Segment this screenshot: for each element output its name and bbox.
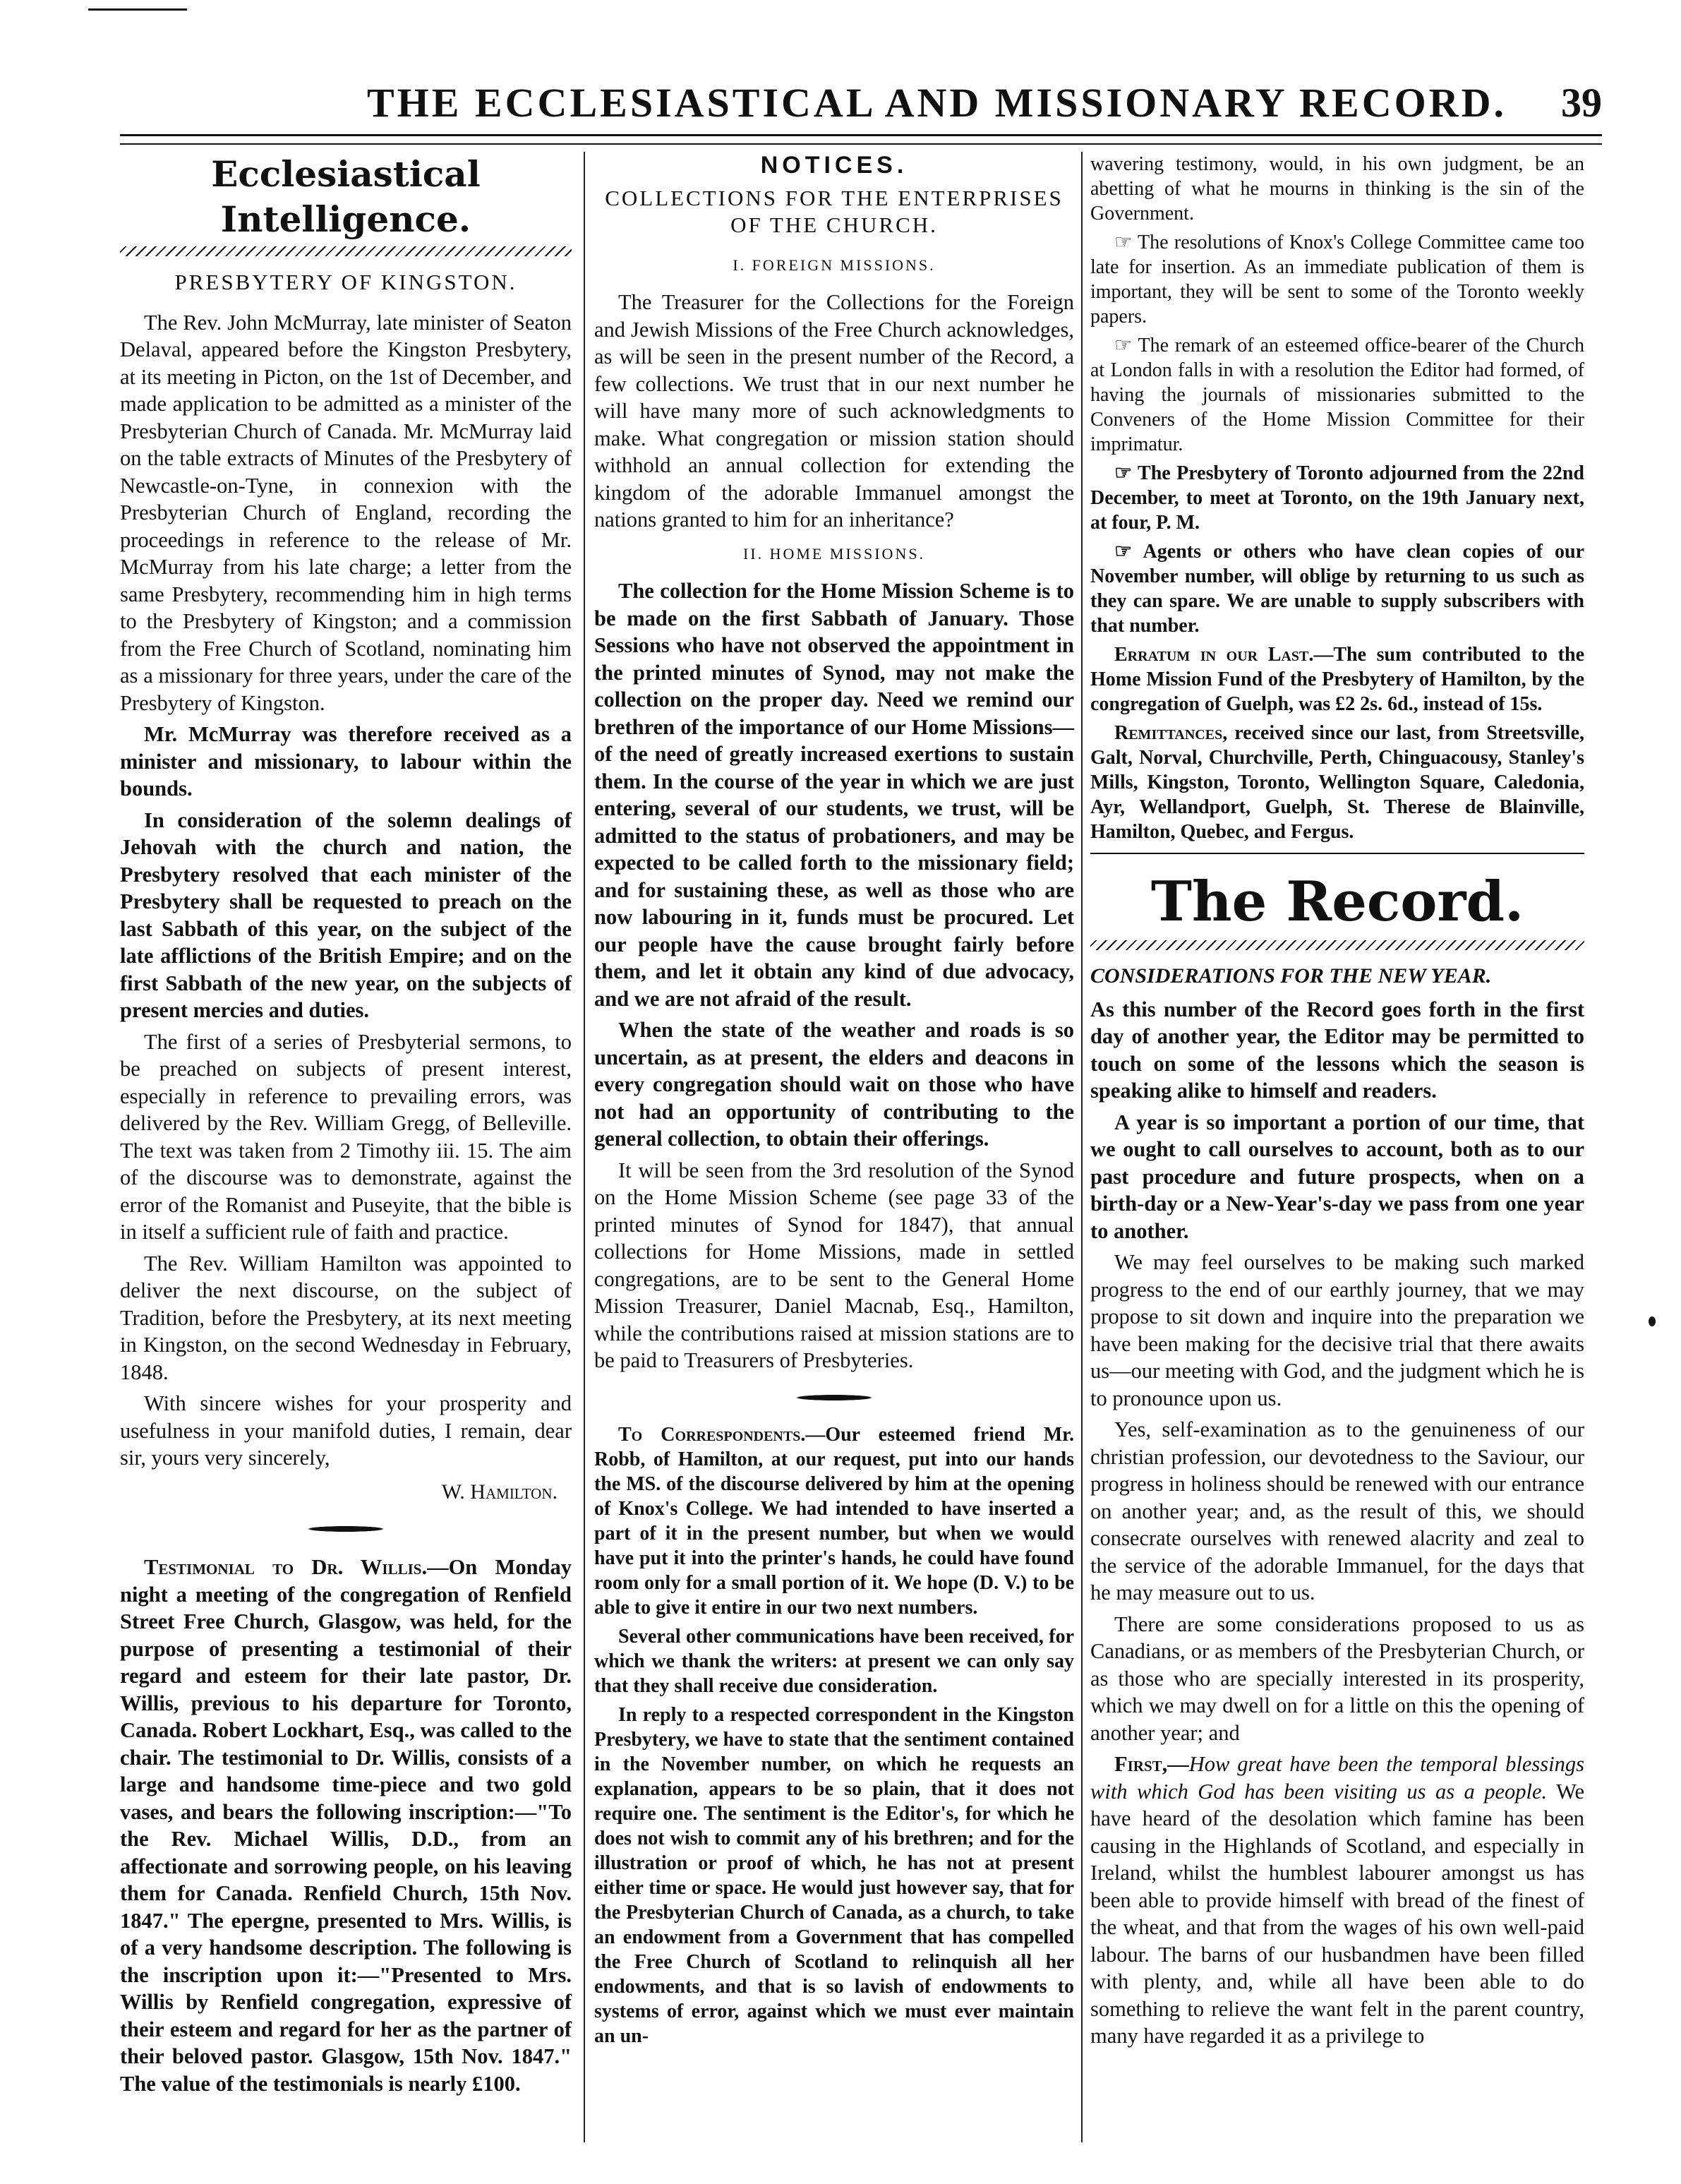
collections-heading: COLLECTIONS FOR THE ENTERPRISES OF THE CHURCH. — [605, 185, 1064, 237]
section-rule — [1090, 853, 1584, 854]
column-2 — [594, 152, 1074, 2053]
signature: W. Hamilton. — [441, 1480, 558, 1504]
paragraph: Mr. McMurray was therefore received as a minister and missionary, to labour within the bounds. — [120, 722, 572, 800]
testimonial-lead: Testimonial to Dr. Willis. — [144, 1555, 428, 1579]
paragraph: As this number of the Record goes forth in the first day of another year, the Editor may be permitted to touch on some of the lessons which the season is speaking alike to himself and readers. — [1090, 997, 1584, 1103]
paragraph: In reply to a respected correspondent in the Kingston Presbytery, we have to state that the sentiment contained in the November number, on which he requests an explanation, appears to be so plain, that it does not require one. The sentiment is the Editor's, for which he does not wish to commit any of his brethren; and for the illustration or proof of which, he has not at present either time or space. He would just however say, that for the Presbyterian Church of Canada, as a church, to take an endowment from a Government that has compelled the Free Church of Scotland to relinquish all her endowments, and that is so lavish of endowments to systems of error, against which we must ever maintain an un- — [594, 1703, 1074, 2047]
remittances-text: received since our last, from Streetsville, Galt, Norval, Churchville, Perth, Chinguacousy, Stanley's Mills, Kingston, Toronto, Wellington Square, Caledonia, Ayr, Wellandport, Guelph, St. Therese de Blainville, Hamilton, Quebec, and Fergus. — [1090, 722, 1584, 843]
paragraph: With sincere wishes for your prosperity and usefulness in your manifold duties, I remain, dear sir, yours very sincerely, — [120, 1391, 572, 1470]
testimonial-paragraph — [120, 1554, 572, 2097]
page-number: 39 — [1561, 80, 1602, 126]
column-divider — [1081, 152, 1083, 2142]
notices-heading: NOTICES. — [760, 152, 908, 179]
paragraph: ☞ The Presbytery of Toronto adjourned from the 22nd December, to meet at Toronto, on the 19th January next, at four, P. M. — [1090, 462, 1584, 534]
remittances-paragraph — [1090, 721, 1584, 844]
erratum-lead: Erratum in our Last. — [1114, 644, 1314, 666]
testimonial-text: —On Monday night a meeting of the congregation of Renfield Street Free Church, Glasgow, was held, for the purpose of presenting a testimonial of their regard and esteem for their late pastor, Dr. Willis, previous to his departure for Toronto, Canada. Robert Lockhart, Esq., was called to the chair. The testimonial to Dr. Willis, consists of a large and handsome time-piece and two gold vases, and bears the following inscription:—"To the Rev. Michael Willis, D.D., from an affectionate and sorrowing people, on his leaving them for Canada. Renfield Church, 15th Nov. 1847." The epergne, presented to Mrs. Willis, is of a very handsome description. The following is the inscription upon it:—"Presented to Mrs. Willis by Renfield congregation, expressive of their esteem and regard for her as the partner of their beloved pastor. Glasgow, 15th Nov. 1847." The value of the testimonials is nearly £100. — [120, 1555, 572, 2096]
paragraph: A year is so important a portion of our time, that we ought to call ourselves to account, both as to our past procedure and future prospects, when on a birth-day or a New-Year's-day we pass from one year to another. — [1090, 1110, 1584, 1243]
column-divider — [584, 152, 585, 2142]
paragraph: The collection for the Home Mission Scheme is to be made on the first Sabbath of January. Those Sessions who have not observed the appointment in the printed minutes of Synod, may not make the collection on the proper day. Need we remind our brethren of the importance of our Home Missions—of the need of greatly increased exertions to sustain them. In the course of the year in which we are just entering, several of our students, we trust, will be admitted to the status of probationers, and may be expected to be called forth to the missionary field; and for sustaining these, as well as those who are now labouring in it, funds must be procured. Let our people have the cause brought fairly before them, and let it obtain any kind of due advocacy, and we are not afraid of the result. — [594, 579, 1074, 1011]
presbytery-heading: PRESBYTERY OF KINGSTON. — [174, 270, 517, 294]
header-rule — [120, 134, 1602, 145]
erratum-text: —The sum contributed to the Home Mission Fund of the Presbytery of Hamilton, by the congregation of Guelph, was £2 2s. 6d., instead of 15s. — [1090, 644, 1584, 715]
column-1 — [120, 152, 572, 2101]
first-paragraph — [1090, 1751, 1584, 2050]
correspondents-paragraph — [594, 1422, 1074, 1620]
separator-ornament — [749, 1391, 919, 1404]
record-title: The Record. — [1150, 870, 1524, 934]
correspondents-lead: To Correspondents. — [618, 1423, 806, 1446]
remittances-lead: Remittances, — [1114, 722, 1228, 744]
erratum-paragraph — [1090, 642, 1584, 716]
correspondents-text: —Our esteemed friend Mr. Robb, of Hamilton, at our request, put into our hands the MS. of the discourse delivered by him at the opening of Knox's College. We had intended to have inserted a part of it in the present number, but when we would have put it into the printer's hands, he could have found room only for a small portion of it. We hope (D. V.) to be able to give it entire in our two next numbers. — [594, 1423, 1074, 1619]
paragraph: In consideration of the solemn dealings of Jehovah with the church and nation, the Presbytery resolved that each minister of the Presbytery shall be requested to preach on the last Sabbath of this year, on the subject of the late afflictions of the British Empire; and on the first Sabbath of the new year, on the subjects of present mercies and duties. — [120, 808, 572, 1022]
ornamental-rule — [120, 246, 572, 256]
top-edge-mark — [88, 8, 187, 11]
first-text: We have heard of the desolation which famine has been causing in the Highlands of Scotland, and especially in Ireland, whilst the humblest labourer amongst us has been able to provide himself with bread of the finest of the wheat, and that from the wages of his own well-paid labour. The barns of our husbandmen have been filled with plenty, and, while all have been able to do something to relieve the want felt in the parent country, many have regarded it as a privilege to — [1090, 1779, 1584, 2048]
paragraph: It will be seen from the 3rd resolution of the Synod on the Home Mission Scheme (see page 33 of the printed minutes of Synod for 1847), that annual collections for Home Missions, made in settled congregations, are to be sent to the General Home Mission Treasurer, Daniel Macnab, Esq., Hamilton, while the contributions raised at mission stations are to be paid to Treasurers of Presbyteries. — [594, 1158, 1074, 1372]
paragraph: There are some considerations proposed to us as Canadians, or as members of the Presbyterian Church, or as those who are specially interested in its prosperity, which we may dwell on for a little on this the opening of another year; and — [1090, 1612, 1584, 1745]
paragraph: The Rev. John McMurray, late minister of Seaton Delaval, appeared before the Kingston Presbytery, at its meeting in Picton, on the 1st of December, and made application to be admitted as a minister of the Presbyterian Church of Canada. Mr. McMurray laid on the table extracts of Minutes of the Presbytery of Newcastle-on-Tyne, in connexion with the Presbyterian Church of England, recording the proceedings in reference to the release of Mr. McMurray from his late charge; a letter from the same Presbytery, recommending him in high terms to the Presbytery of Kingston; and a commission from the Free Church of Scotland, nominating him as a missionary for three years, under the care of the Presbytery of Kingston. — [120, 310, 572, 715]
separator-ornament — [261, 1523, 430, 1535]
paragraph: When the state of the weather and roads is so uncertain, as at present, the elders and deacons in every congregation should wait on those who have not had an opportunity of contributing to the general collection, to obtain their offerings. — [594, 1018, 1074, 1151]
paragraph: We may feel ourselves to be making such marked progress to the end of our earthly journey, that we may propose to sit down and inquire into the preparation we have been making for the decisive trial that there awaits us—our meeting with God, and the judgment which he is to pronounce upon us. — [1090, 1250, 1584, 1410]
ink-speck — [1649, 1316, 1656, 1326]
paragraph: ☞ The remark of an esteemed office-bearer of the Church at London falls in with a resolution the Editor had formed, of having the journals of missionaries submitted to the Conveners of the Home Mission Committee for their imprimatur. — [1090, 335, 1584, 455]
paragraph: wavering testimony, would, in his own judgment, be an abetting of what he mourns in thinking is the sin of the Government. — [1090, 153, 1584, 224]
paragraph: The Rev. William Hamilton was appointed to deliver the next discourse, on the subject of Tradition, before the Presbytery, at its next meeting in Kingston, on the second Wednesday in February, 1848. — [120, 1251, 572, 1384]
ornamental-rule — [1090, 940, 1584, 950]
running-title: THE ECCLESIASTICAL AND MISSIONARY RECORD. — [367, 80, 1507, 126]
paragraph: Several other communications have been received, for which we thank the writers: at present we can only say that they shall receive due consideration. — [594, 1625, 1074, 1697]
foreign-missions-heading: I. FOREIGN MISSIONS. — [733, 256, 936, 274]
first-italic: How great have been the temporal blessings with which God has been visiting us as a people. — [1090, 1752, 1584, 1804]
page-header — [106, 79, 1602, 143]
home-missions-heading: II. HOME MISSIONS. — [742, 544, 926, 563]
first-lead: First,— — [1114, 1752, 1189, 1776]
section-heading-intelligence: Ecclesiastical Intelligence. — [211, 153, 481, 240]
paragraph: ☞ The resolutions of Knox's College Committee came too late for insertion. As an immediate publication of them is important, they will be sent to some of the Toronto weekly papers. — [1090, 232, 1584, 328]
paragraph: Yes, self-examination as to the genuineness of our christian profession, our devotedness to the Saviour, our progress in holiness should be renewed with our entrance on another year; and, as the result of this, we should consecrate ourselves with renewed alacrity and zeal to the service of the adorable Immanuel, for the days that he may measure out to us. — [1090, 1417, 1584, 1604]
considerations-heading: CONSIDERATIONS FOR THE NEW YEAR. — [1090, 964, 1492, 988]
paragraph: ☞ Agents or others who have clean copies of our November number, will oblige by returning to us such as they can spare. We are unable to supply subscribers with that number. — [1090, 541, 1584, 637]
paragraph: The first of a series of Presbyterial sermons, to be preached on subjects of present interest, especially in reference to prevailing errors, was delivered by the Rev. William Gregg, of Belleville. The text was taken from 2 Timothy iii. 15. The aim of the discourse was to demonstrate, against the error of the Romanist and Puseyite, that the bible is in itself a sufficient rule of faith and practice. — [120, 1029, 572, 1244]
column-3 — [1090, 152, 1584, 2054]
paragraph: The Treasurer for the Collections for the Foreign and Jewish Missions of the Free Church acknowledges, as will be seen in the present number of the Record, a few collections. We trust that in our next number he will have many more of such acknowledgments to make. What congregation or mission station should withhold an annual collection for extending the kingdom of the adorable Immanuel amongst the nations granted to him for an inheritance? — [594, 290, 1074, 532]
